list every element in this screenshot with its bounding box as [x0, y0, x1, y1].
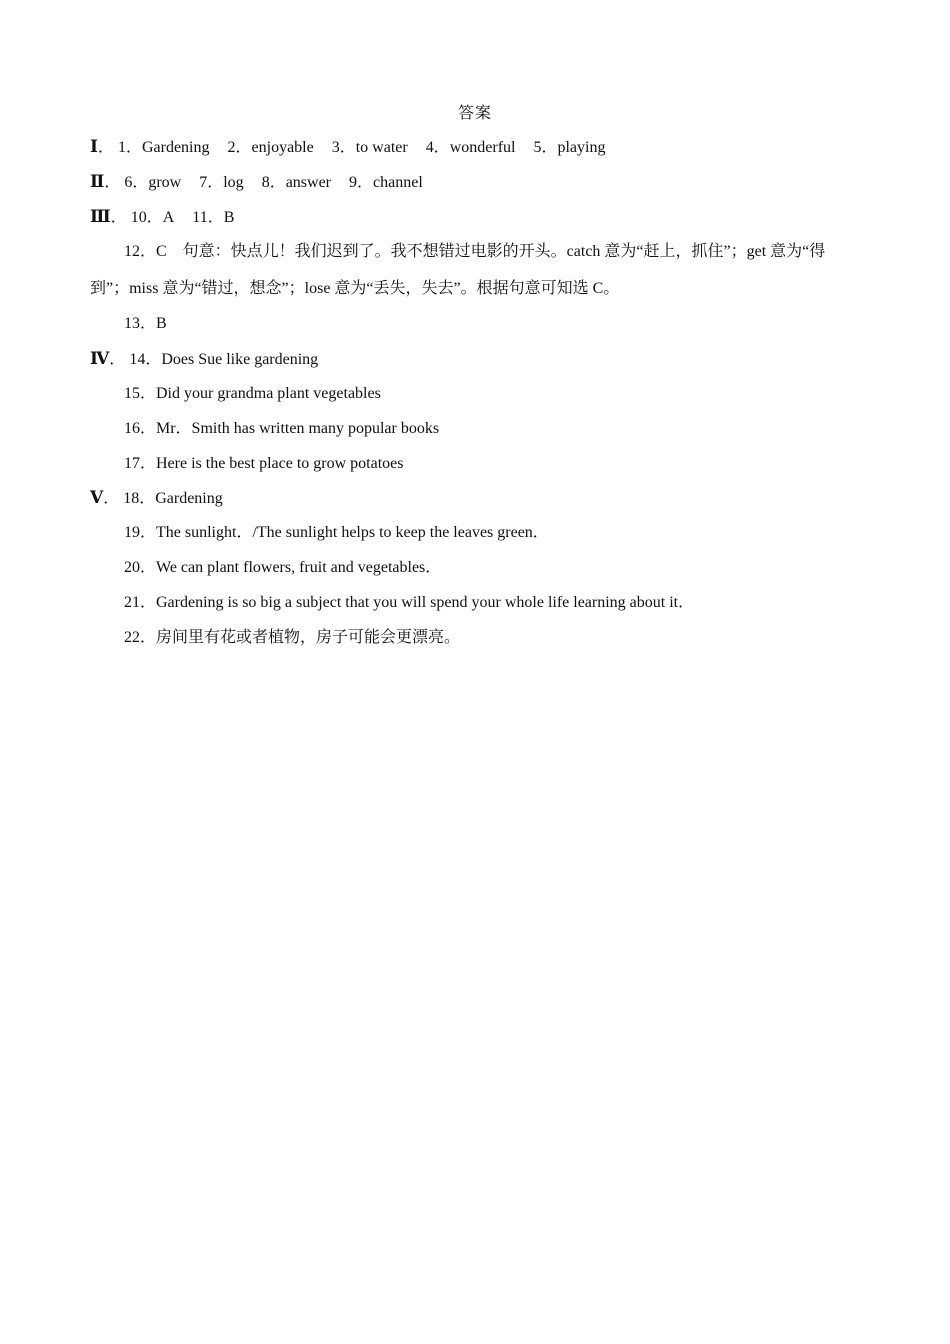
answer-2: 2．enjoyable — [227, 139, 314, 156]
answer-12-explanation-line-1: 12．C 句意：快点儿！我们迟到了。我不想错过电影的开头。catch 意为“赶上，抓住”；get 意为“得 — [124, 243, 826, 260]
separator: ． — [97, 139, 114, 156]
answer-22: 22．房间里有花或者植物，房子可能会更漂亮。 — [124, 629, 461, 646]
answer-19: 19．The sunlight．/The sunlight helps to keep the leaves green． — [124, 524, 549, 541]
answer-20: 20．We can plant flowers, fruit and vegetables． — [124, 559, 442, 576]
answer-9: 9．channel — [349, 174, 423, 191]
page-title: 答案 — [457, 105, 492, 122]
separator: ． — [110, 209, 127, 226]
answer-14: 14．Does Sue like gardening — [129, 351, 319, 368]
section-2-numeral: Ⅱ — [90, 172, 105, 192]
section-3-line — [90, 206, 234, 229]
answer-18: 18．Gardening — [123, 490, 223, 507]
answer-6: 6．grow — [124, 174, 182, 191]
answer-11: 11．B — [192, 209, 235, 226]
answer-13: 13．B — [124, 315, 167, 332]
answer-8: 8．answer — [261, 174, 332, 191]
section-5-numeral: Ⅴ — [90, 488, 104, 508]
section-5-line — [90, 487, 223, 510]
answer-4: 4．wonderful — [425, 139, 516, 156]
separator: ． — [109, 351, 126, 368]
answer-10: 10．A — [130, 209, 175, 226]
answer-16: 16．Mr．Smith has written many popular books — [124, 420, 440, 437]
answer-21: 21．Gardening is so big a subject that you will spend your whole life learning about it． — [124, 594, 695, 611]
section-1-numeral: Ⅰ — [90, 137, 98, 157]
answer-15: 15．Did your grandma plant vegetables — [124, 385, 381, 402]
section-1-line — [90, 136, 605, 159]
answer-5: 5．playing — [533, 139, 606, 156]
answer-17: 17．Here is the best place to grow potatoes — [124, 455, 404, 472]
answer-7: 7．log — [199, 174, 244, 191]
section-2-line — [90, 171, 423, 194]
section-3-numeral: Ⅲ — [90, 207, 111, 227]
answer-1: 1．Gardening — [117, 139, 210, 156]
separator: ． — [103, 490, 120, 507]
section-4-line — [90, 348, 318, 371]
separator: ． — [104, 174, 121, 191]
answer-12-explanation-line-2: 到”；miss 意为“错过，想念”；lose 意为“丢失，失去”。根据句意可知选 C。 — [90, 280, 620, 297]
section-4-numeral: Ⅳ — [90, 349, 110, 369]
answer-3: 3．to water — [331, 139, 408, 156]
